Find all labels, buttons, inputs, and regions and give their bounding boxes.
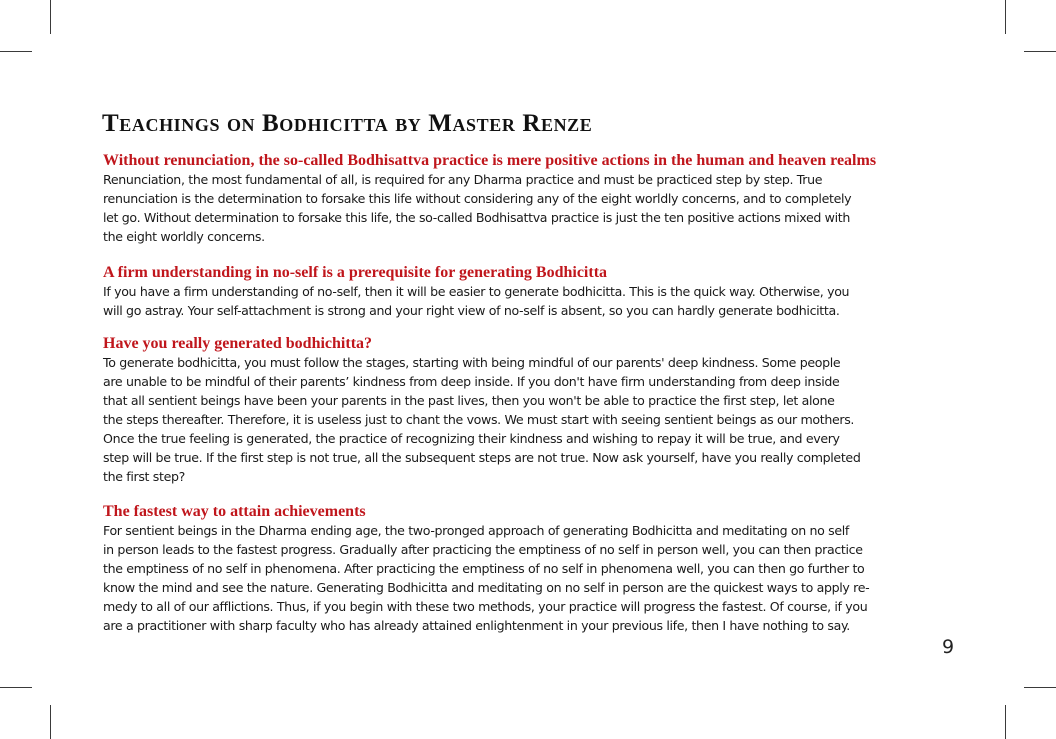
body-line: the first step? (103, 469, 185, 484)
section-body (103, 521, 949, 635)
section-no-self (103, 263, 949, 320)
body-line: the steps thereafter. Therefore, it is useless just to chant the vows. We must start with seeing sentient beings as our mothers. (103, 412, 855, 427)
page-title: Teachings on Bodhicitta by Master Renze (102, 110, 593, 137)
section-generated-bodhichitta (103, 334, 949, 486)
body-line: Once the true feeling is generated, the practice of recognizing their kindness and wishing to repay it will be true, and every (103, 431, 840, 446)
body-line: medy to all of our afflictions. Thus, if you begin with these two methods, your practice will progress the fastest. Of course, if you (103, 599, 868, 614)
body-line: know the mind and see the nature. Generating Bodhicitta and meditating on no self in person are the quickest ways to apply re- (103, 580, 870, 595)
section-body (103, 170, 949, 246)
body-line: that all sentient beings have been your parents in the past lives, then you won't be able to practice the first step, let alone (103, 393, 835, 408)
section-body (103, 282, 949, 320)
body-line: are unable to be mindful of their parents’ kindness from deep inside. If you don't have firm understanding from deep inside (103, 374, 840, 389)
crop-mark-top-left (50, 0, 51, 34)
body-line: the emptiness of no self in phenomena. After practicing the emptiness of no self in phenomena well, you can then go further to (103, 561, 865, 576)
body-line: will go astray. Your self-attachment is strong and your right view of no-self is absent, so you can hardly generate bodhicitta. (103, 303, 840, 318)
body-line: step will be true. If the first step is not true, all the subsequent steps are not true. Now ask yourself, have you really completed (103, 450, 861, 465)
body-line: Renunciation, the most fundamental of all, is required for any Dharma practice and must be practiced step by step. True (103, 172, 823, 187)
section-renunciation (103, 151, 949, 246)
body-line: are a practitioner with sharp faculty who has already attained enlightenment in your previous life, then I have nothing to say. (103, 618, 850, 633)
section-heading: Have you really generated bodhichitta? (103, 335, 373, 352)
crop-mark-top-left-h (0, 51, 32, 52)
crop-mark-top-right-h (1024, 51, 1056, 52)
body-line: renunciation is the determination to forsake this life without considering any of the eight worldly concerns, and to completely (103, 191, 852, 206)
page-number: 9 (942, 636, 955, 658)
crop-mark-top-right (1005, 0, 1006, 34)
section-body (103, 353, 949, 486)
crop-mark-bottom-left-h (0, 687, 32, 688)
section-heading: The fastest way to attain achievements (103, 503, 366, 520)
crop-mark-bottom-right-h (1024, 687, 1056, 688)
body-line: If you have a firm understanding of no-self, then it will be easier to generate bodhicitta. This is the quick way. Otherwise, you (103, 284, 850, 299)
section-fastest-way (103, 502, 949, 635)
crop-mark-bottom-left (50, 705, 51, 739)
body-line: let go. Without determination to forsake this life, the so-called Bodhisattva practice is just the ten positive actions mixed with (103, 210, 850, 225)
body-line: For sentient beings in the Dharma ending age, the two-pronged approach of generating Bodhicitta and meditating on no self (103, 523, 849, 538)
body-line: To generate bodhicitta, you must follow the stages, starting with being mindful of our parents' deep kindness. Some people (103, 355, 841, 370)
section-heading: A firm understanding in no-self is a prerequisite for generating Bodhicitta (103, 264, 608, 281)
section-heading: Without renunciation, the so-called Bodhisattva practice is mere positive actions in the human and heaven realms (103, 152, 877, 169)
body-line: in person leads to the fastest progress. Gradually after practicing the emptiness of no self in person well, you can then practice (103, 542, 863, 557)
crop-mark-bottom-right (1005, 705, 1006, 739)
body-line: the eight worldly concerns. (103, 229, 265, 244)
